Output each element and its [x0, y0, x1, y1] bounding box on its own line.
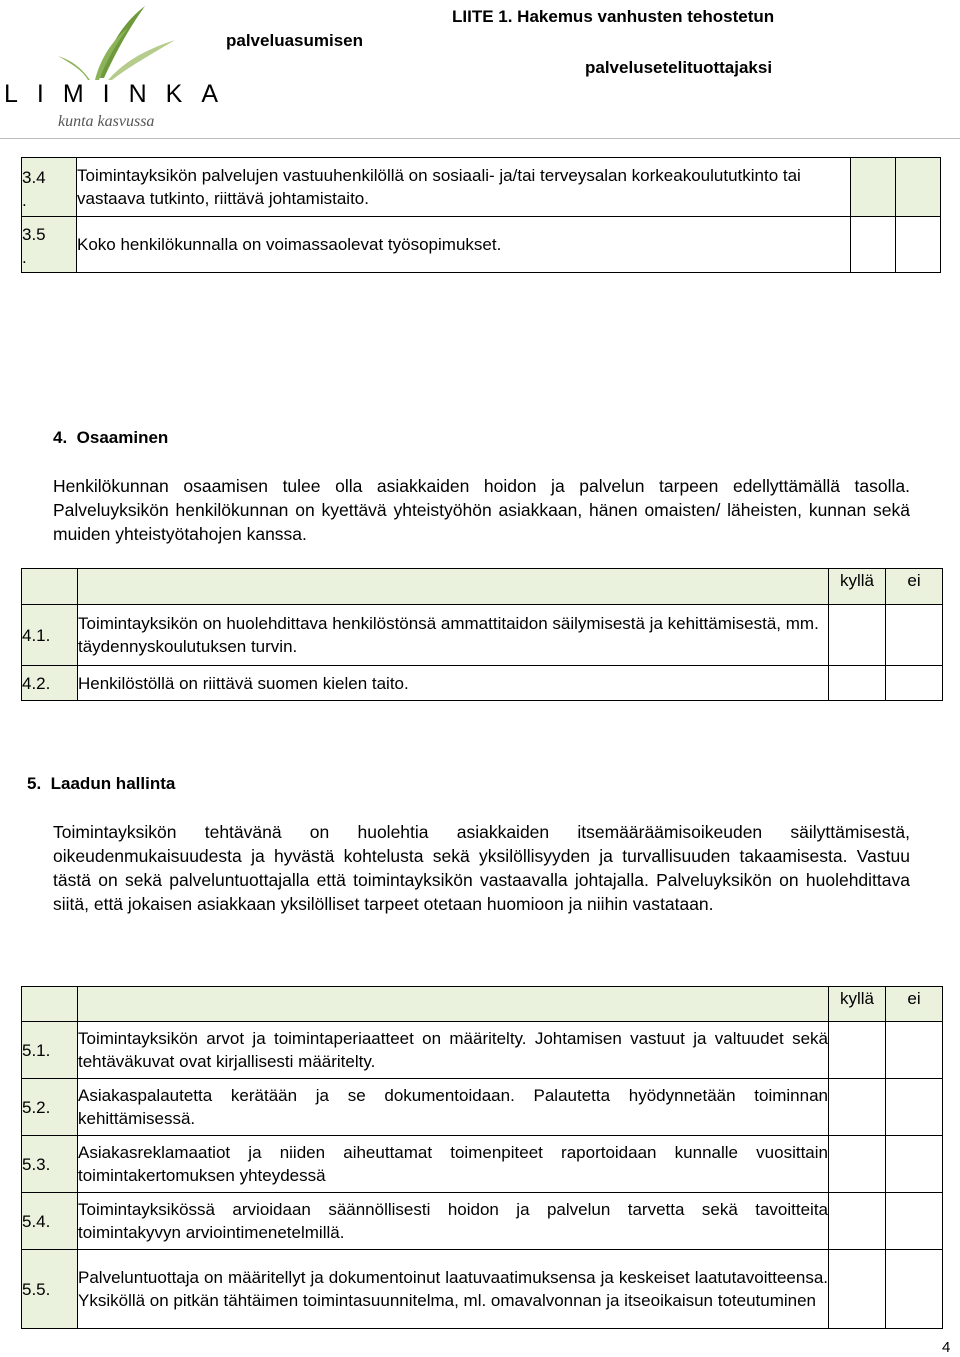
header-right-title-line2: palvelusetelituottajaksi	[585, 58, 773, 77]
row-text: Toimintayksikössä arvioidaan säännöllisesti hoidon ja palvelun tarvetta sekä tavoitteita toimintakyvyn arviointimenetelmillä.	[78, 1193, 829, 1250]
no-checkbox-cell[interactable]	[886, 605, 943, 666]
table-header-row	[22, 569, 943, 605]
column-header-no: ei	[886, 569, 943, 605]
row-text: Henkilöstöllä on riittävä suomen kielen taito.	[78, 666, 829, 701]
table-header-row	[22, 987, 943, 1022]
page-number: 4	[942, 1339, 951, 1356]
liminka-logo-leaf-icon	[0, 0, 220, 85]
column-header-no: ei	[886, 987, 943, 1022]
section-5-paragraph: Toimintayksikön tehtävänä on huolehtia asiakkaiden itsemääräämisoikeuden säilyttämisestä, oikeudenmukaisuudesta ja hyvästä kohtelusta sekä yksilöllisyyden ja turvallisuuden takaamisesta. Vastuu tästä on sekä palveluntuottajalla että toimintayksikön vastaavalla johtajalla. Palveluyksikön on huolehdittava siitä, että jokaisen asiakkaan yksilölliset tarpeet otetaan huomioon ja niihin vastataan.	[53, 822, 910, 914]
yes-checkbox-cell[interactable]	[851, 217, 896, 273]
row-number: 4.2.	[22, 666, 78, 701]
row-number: 5.4.	[22, 1193, 78, 1250]
criteria-table-3	[21, 157, 941, 273]
no-checkbox-cell[interactable]	[896, 217, 941, 273]
section-5-heading	[27, 774, 175, 794]
row-number: 5.3.	[22, 1136, 78, 1193]
row-number: 3.4 .	[22, 158, 77, 217]
no-checkbox-cell[interactable]	[886, 1136, 943, 1193]
section-4-paragraph: Henkilökunnan osaamisen tulee olla asiakkaiden hoidon ja palvelun tarpeen edellyttämällä tasolla. Palveluyksikön henkilökunnan on kyettävä yhteistyöhön asiakkaan, hänen omaisten/ läheisten, kunnan sekä muiden yhteistyötahojen kanssa.	[53, 476, 910, 544]
row-number: 5.1.	[22, 1022, 78, 1079]
section-4-number: 4.	[53, 428, 68, 447]
row-text: Toimintayksikön arvot ja toimintaperiaatteet on määritelty. Johtamisen vastuut ja valtuudet sekä tehtäväkuvat ovat kirjallisesti määritelty.	[78, 1022, 829, 1079]
criteria-table-4	[21, 568, 943, 701]
table-row	[22, 1022, 943, 1079]
no-checkbox-cell[interactable]	[886, 666, 943, 701]
section-4-title: Osaaminen	[76, 428, 169, 447]
yes-checkbox-cell[interactable]	[851, 158, 896, 217]
no-checkbox-cell[interactable]	[886, 1193, 943, 1250]
logo-tagline: kunta kasvussa	[58, 113, 155, 130]
yes-checkbox-cell[interactable]	[829, 1250, 886, 1329]
yes-checkbox-cell[interactable]	[829, 1136, 886, 1193]
no-checkbox-cell[interactable]	[886, 1079, 943, 1136]
table-row	[22, 1079, 943, 1136]
header-right-title-line1: LIITE 1. Hakemus vanhusten tehostetun	[452, 7, 775, 26]
row-number: 3.5 .	[22, 217, 77, 273]
header-divider	[0, 138, 960, 139]
row-text: Toimintayksikön on huolehdittava henkilöstönsä ammattitaidon säilymisestä ja kehittämisestä, mm. täydennyskoulutuksen turvin.	[78, 605, 829, 666]
criteria-table-5	[21, 986, 943, 1329]
logo-wordmark: LIMINKA	[4, 80, 238, 108]
row-number: 5.2.	[22, 1079, 78, 1136]
row-text: Asiakaspalautetta kerätään ja se dokumentoidaan. Palautetta hyödynnetään toiminnan kehittämisessä.	[78, 1079, 829, 1136]
table-row	[22, 158, 941, 217]
section-4-heading	[53, 428, 168, 448]
yes-checkbox-cell[interactable]	[829, 666, 886, 701]
no-checkbox-cell[interactable]	[896, 158, 941, 217]
table-row	[22, 1250, 943, 1329]
row-text: Palveluntuottaja on määritellyt ja dokumentoinut laatuvaatimuksensa ja keskeiset laatutavoitteensa. Yksiköllä on pitkän tähtäimen toimintasuunnitelma, ml. omavalvonnan ja itseoikaisun toteutuminen	[78, 1250, 829, 1329]
yes-checkbox-cell[interactable]	[829, 1079, 886, 1136]
yes-checkbox-cell[interactable]	[829, 1193, 886, 1250]
row-text: Toimintayksikön palvelujen vastuuhenkilöllä on sosiaali- ja/tai terveysalan korkeakoulututkinto tai vastaava tutkinto, riittävä johtamistaito.	[77, 158, 851, 217]
table-row	[22, 1193, 943, 1250]
table-row	[22, 217, 941, 273]
table-row	[22, 605, 943, 666]
row-number: 4.1.	[22, 605, 78, 666]
no-checkbox-cell[interactable]	[886, 1022, 943, 1079]
yes-checkbox-cell[interactable]	[829, 605, 886, 666]
section-5-number: 5.	[27, 774, 42, 793]
no-checkbox-cell[interactable]	[886, 1250, 943, 1329]
table-row	[22, 1136, 943, 1193]
row-number: 5.5.	[22, 1250, 78, 1329]
table-row	[22, 666, 943, 701]
row-text: Koko henkilökunnalla on voimassaolevat työsopimukset.	[77, 217, 851, 273]
column-header-yes: kyllä	[829, 987, 886, 1022]
section-5-title: Laadun hallinta	[50, 774, 176, 793]
column-header-yes: kyllä	[829, 569, 886, 605]
header-left-title: palveluasumisen	[226, 31, 364, 50]
row-text: Asiakasreklamaatiot ja niiden aiheuttamat toimenpiteet raportoidaan kunnalle vuosittain toimintakertomuksen yhteydessä	[78, 1136, 829, 1193]
yes-checkbox-cell[interactable]	[829, 1022, 886, 1079]
